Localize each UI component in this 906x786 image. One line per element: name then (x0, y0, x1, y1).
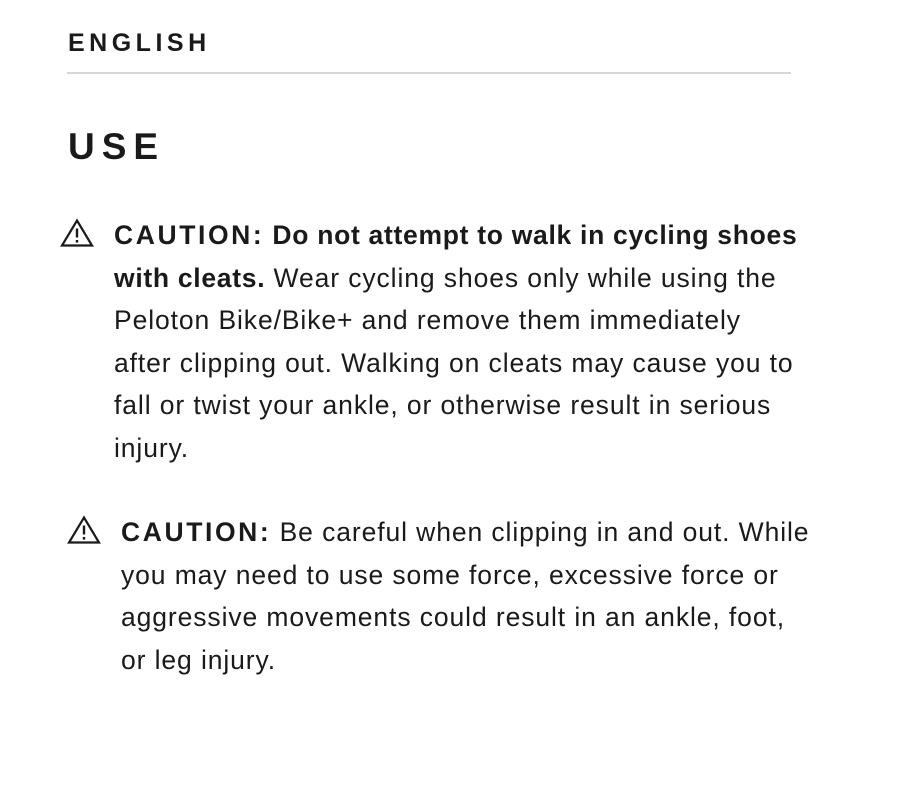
header-divider (67, 72, 791, 74)
caution-body: Be careful when clipping in and out. While you may need to use some force, excessive force or aggressive movements could result in an ankle, foot, or leg injury. (121, 517, 810, 675)
caution-block-clipping (121, 511, 811, 681)
warning-triangle-icon (67, 515, 101, 545)
warning-triangle-icon (60, 218, 94, 248)
caution-block-walking (114, 214, 804, 469)
caution-emphasis: Do not attempt to walk in cycling shoes with cleats. (114, 220, 798, 293)
section-title: USE (68, 126, 166, 167)
caution-body: Wear cycling shoes only while using the Peloton Bike/Bike+ and remove them immediately after clipping out. Walking on cleats may cause you to fall or twist your ankle, or otherwise result in serious injury. (114, 262, 794, 463)
language-heading: ENGLISH (68, 29, 211, 57)
caution-label: CAUTION: (114, 220, 265, 250)
caution-label: CAUTION: (121, 517, 272, 547)
